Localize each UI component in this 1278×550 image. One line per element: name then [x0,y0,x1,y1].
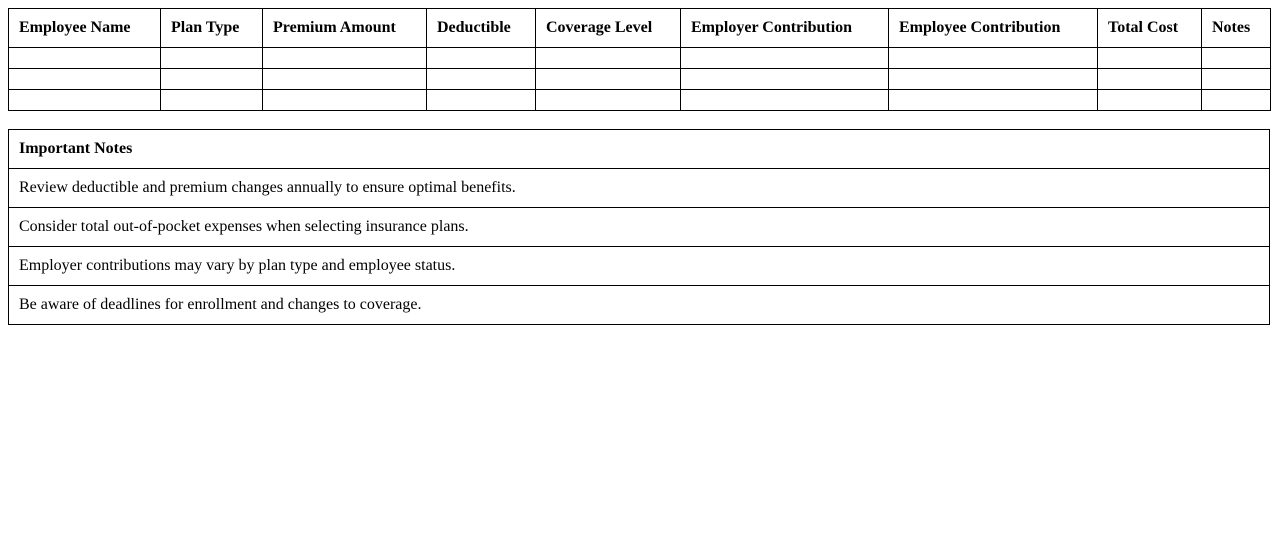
header-total-cost: Total Cost [1098,9,1202,48]
table-cell [536,90,681,111]
table-cell [889,48,1098,69]
table-cell [1202,69,1271,90]
table-cell [9,69,161,90]
table-cell [889,90,1098,111]
important-notes-table [8,129,1270,325]
table-cell [263,90,427,111]
header-plan-type: Plan Type [161,9,263,48]
benefits-table [8,8,1271,111]
table-cell [1202,90,1271,111]
table-cell [681,90,889,111]
header-employee-name: Employee Name [9,9,161,48]
header-employer-contribution: Employer Contribution [681,9,889,48]
table-cell [9,90,161,111]
table-cell [427,69,536,90]
table-row [9,69,1271,90]
table-cell [427,90,536,111]
table-cell [536,48,681,69]
table-cell [1098,90,1202,111]
table-cell [889,69,1098,90]
note-row [9,208,1270,247]
note-text: Consider total out-of-pocket expenses when selecting insurance plans. [9,208,1270,247]
note-text: Employer contributions may vary by plan type and employee status. [9,247,1270,286]
table-row [9,90,1271,111]
header-notes: Notes [1202,9,1271,48]
table-cell [161,48,263,69]
table-row [9,48,1271,69]
table-cell [536,69,681,90]
table-cell [9,48,161,69]
note-text: Be aware of deadlines for enrollment and changes to coverage. [9,286,1270,325]
table-cell [681,69,889,90]
table-header-row [9,9,1271,48]
table-cell [1098,48,1202,69]
table-cell [161,90,263,111]
table-cell [681,48,889,69]
table-cell [263,48,427,69]
table-cell [263,69,427,90]
notes-title: Important Notes [9,130,1270,169]
table-cell [1098,69,1202,90]
table-cell [427,48,536,69]
table-cell [1202,48,1271,69]
notes-header-row [9,130,1270,169]
header-coverage-level: Coverage Level [536,9,681,48]
note-text: Review deductible and premium changes annually to ensure optimal benefits. [9,169,1270,208]
header-premium-amount: Premium Amount [263,9,427,48]
note-row [9,286,1270,325]
header-employee-contribution: Employee Contribution [889,9,1098,48]
note-row [9,247,1270,286]
header-deductible: Deductible [427,9,536,48]
table-cell [161,69,263,90]
note-row [9,169,1270,208]
